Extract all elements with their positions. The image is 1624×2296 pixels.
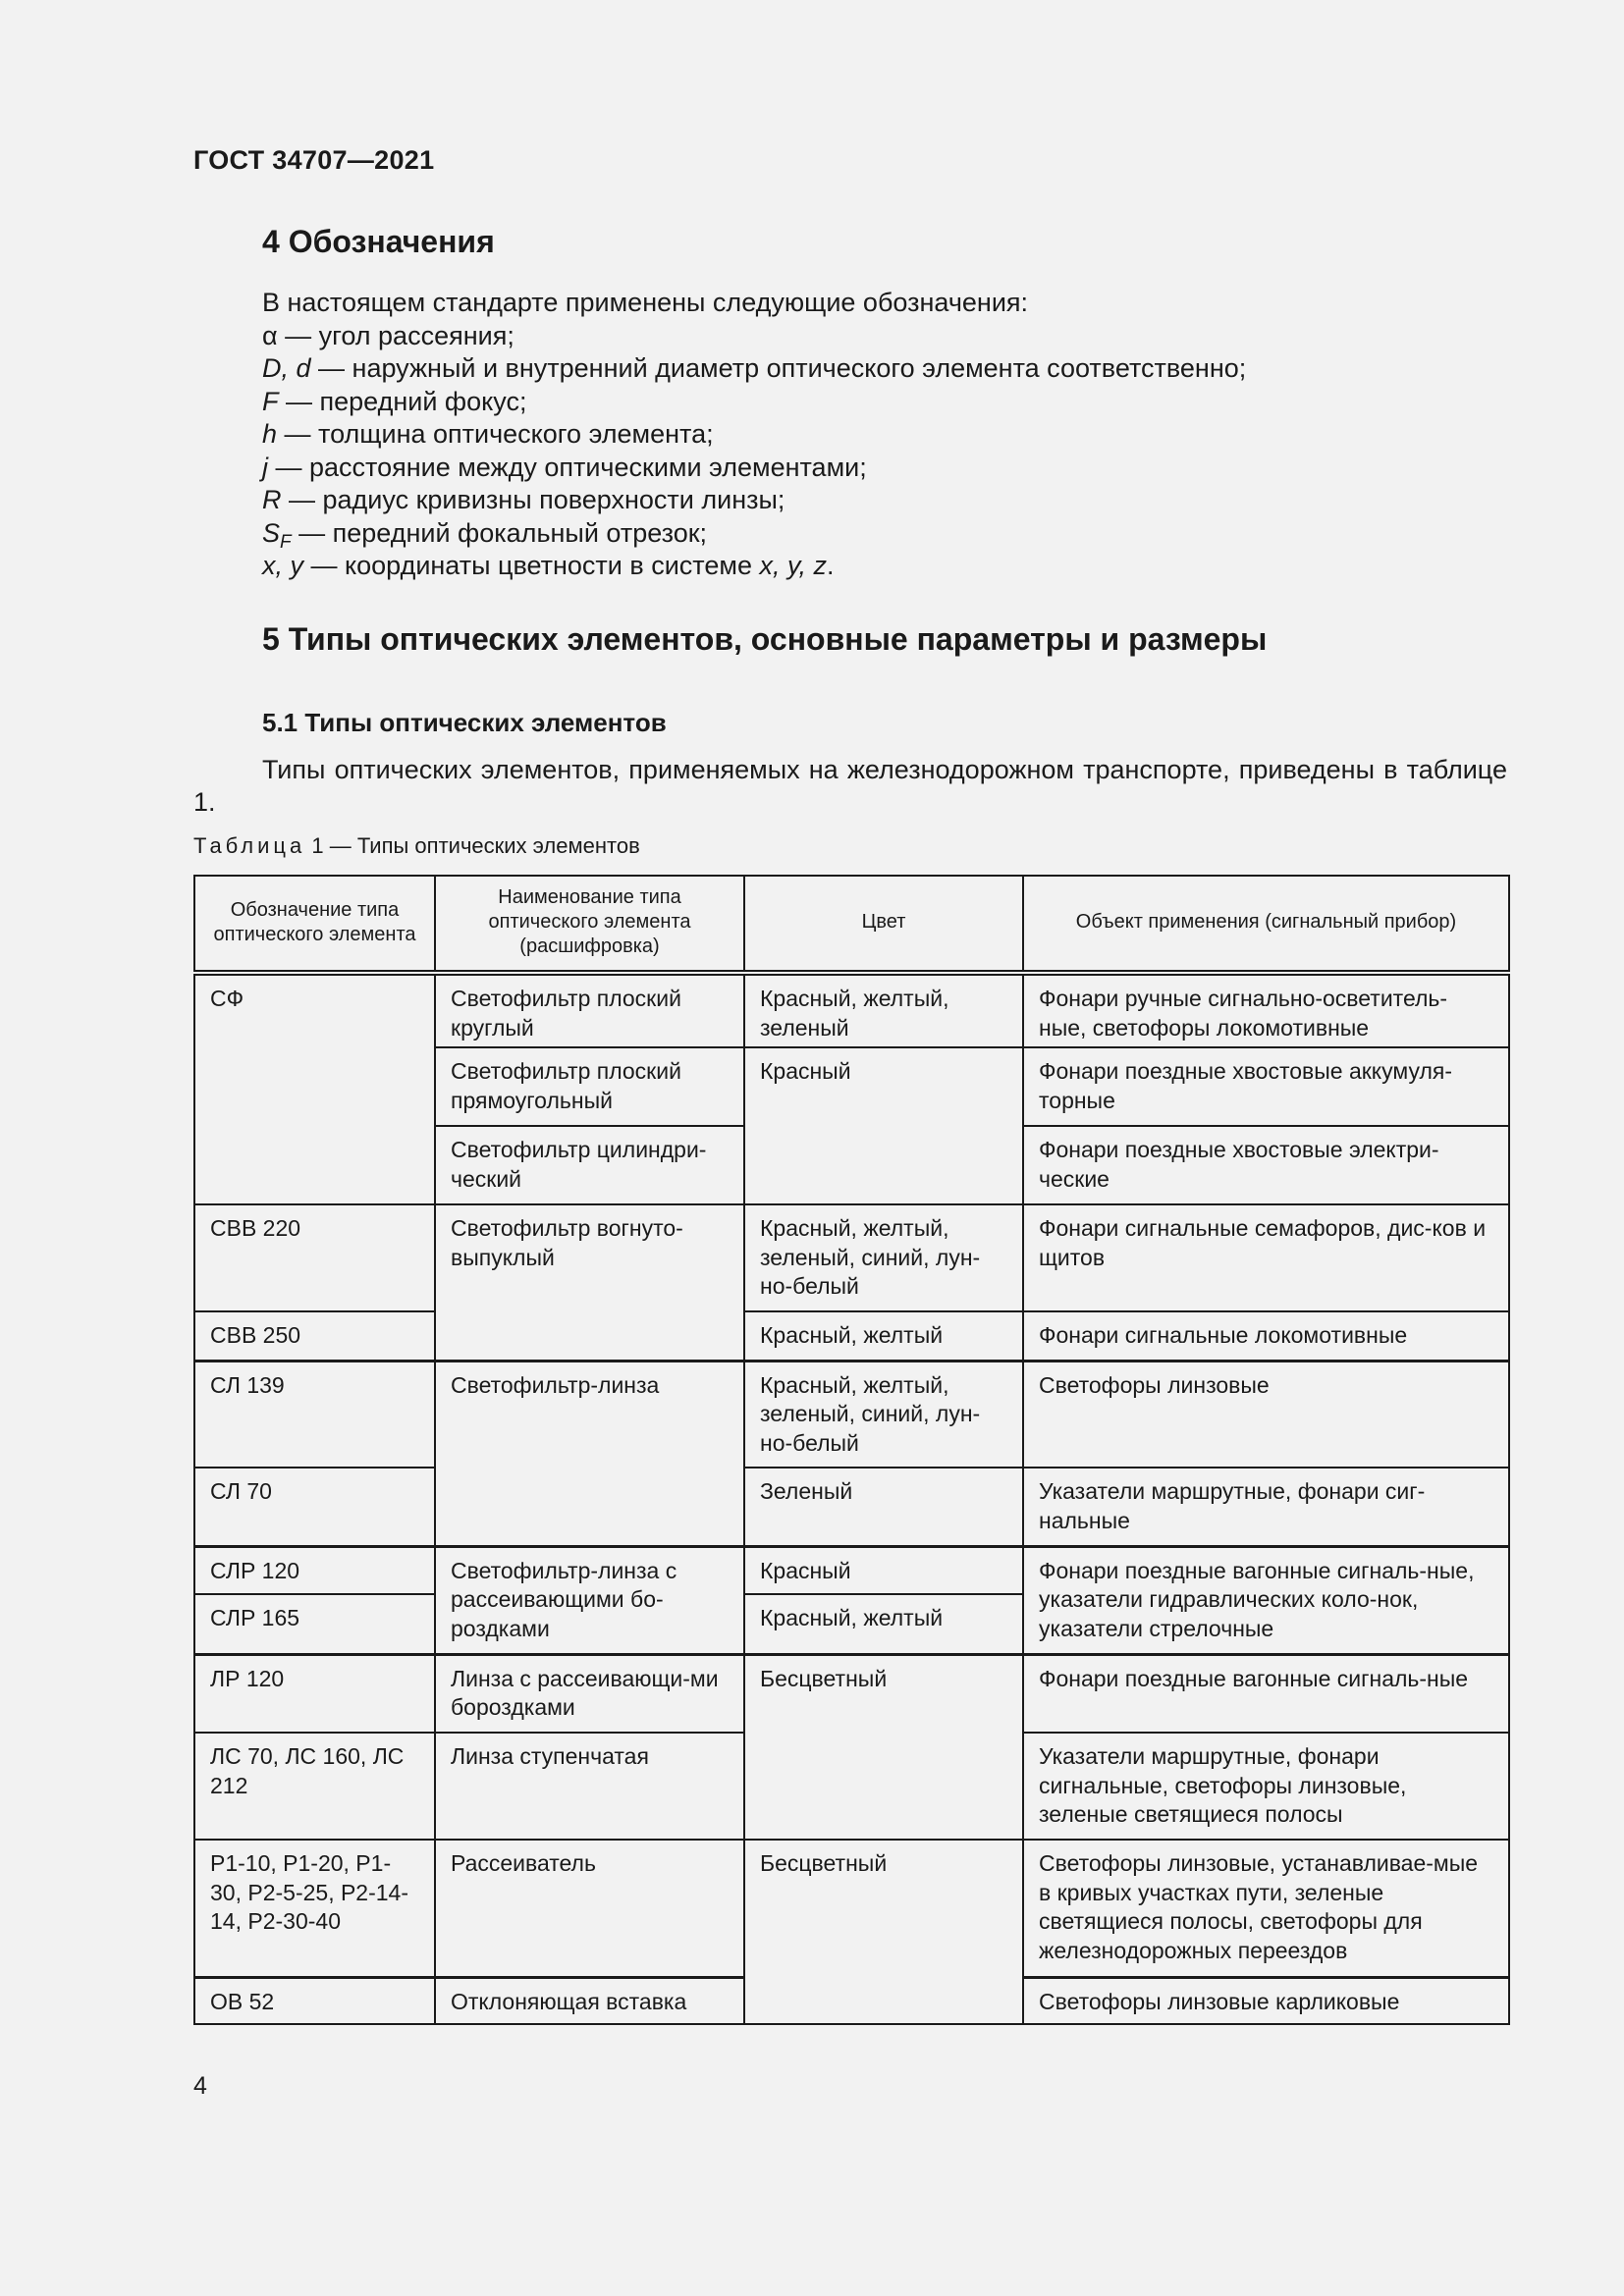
cell-code: Р1-10, Р1-20, Р1-30, Р2-5-25, Р2-14-14, Р2-30-40 — [194, 1840, 435, 1977]
header-name: Наименование типа оптического элемента (расшифровка) — [435, 876, 744, 973]
cell-application: Фонари ручные сигнально-осветитель-ные, светофоры локомотивные — [1023, 973, 1509, 1047]
cell-application: Светофоры линзовые — [1023, 1361, 1509, 1468]
cell-name: Светофильтр цилиндри-ческий — [435, 1126, 744, 1204]
cell-color: Красный, желтый, зеленый, синий, лун-но-белый — [744, 1361, 1023, 1468]
cell-code: ЛР 120 — [194, 1654, 435, 1733]
cell-color: Красный, желтый — [744, 1594, 1023, 1654]
cell-code: СВВ 220 — [194, 1204, 435, 1311]
table-row — [194, 1840, 1509, 1977]
section-5-title: 5 Типы оптических элементов, основные параметры и размеры — [262, 621, 1268, 657]
cell-name: Светофильтр плоский прямоугольный — [435, 1047, 744, 1126]
cell-application: Указатели маршрутные, фонари сиг-нальные — [1023, 1468, 1509, 1546]
cell-name: Светофильтр плоский круглый — [435, 973, 744, 1047]
cell-application: Светофоры линзовые карликовые — [1023, 1977, 1509, 2024]
notation-item: F — передний фокус; — [262, 386, 527, 416]
cell-application: Фонари сигнальные локомотивные — [1023, 1311, 1509, 1361]
cell-code: СЛР 165 — [194, 1594, 435, 1654]
cell-code: ЛС 70, ЛС 160, ЛС 212 — [194, 1733, 435, 1840]
optical-elements-table — [193, 875, 1510, 2025]
notation-item: $S_F$ — передний фокальный отрезок; — [262, 517, 708, 553]
notation-list — [262, 287, 1246, 583]
cell-code: СЛ 70 — [194, 1468, 435, 1546]
notation-item: D, d — наружный и внутренний диаметр оптического элемента соответственно; — [262, 353, 1247, 383]
cell-application: Светофоры линзовые, устанавливае-мые в кривых участках пути, зеленые светящиеся полосы, светофоры для железнодорожных переездов — [1023, 1840, 1509, 1977]
cell-code: СЛ 139 — [194, 1361, 435, 1468]
table-row — [194, 1204, 1509, 1311]
cell-color: Красный, желтый — [744, 1311, 1023, 1361]
cell-color: Красный, желтый, зеленый, синий, лун-но-белый — [744, 1204, 1023, 1311]
cell-name: Светофильтр-линза с рассеивающими бо-роздками — [435, 1546, 744, 1654]
notation-item: x, y — координаты цветности в системе x, y, z. — [262, 551, 835, 580]
cell-name: Линза с рассеивающи-ми бороздками — [435, 1654, 744, 1733]
cell-application: Фонари сигнальные семафоров, дис-ков и щитов — [1023, 1204, 1509, 1311]
table-row — [194, 1311, 1509, 1361]
cell-application: Фонари поездные вагонные сигналь-ные — [1023, 1654, 1509, 1733]
page-number: 4 — [193, 2072, 207, 2100]
cell-code: СВВ 250 — [194, 1311, 435, 1361]
cell-color: Красный, желтый, зеленый — [744, 973, 1023, 1047]
cell-application: Фонари поездные вагонные сигналь-ные, указатели гидравлических коло-нок, указатели стрелочные — [1023, 1546, 1509, 1654]
table-row — [194, 973, 1509, 1047]
cell-application: Указатели маршрутные, фонари сигнальные, светофоры линзовые, зеленые светящиеся полосы — [1023, 1733, 1509, 1840]
cell-code: СЛР 120 — [194, 1546, 435, 1594]
cell-name: Светофильтр вогнуто-выпуклый — [435, 1204, 744, 1361]
cell-name: Отклоняющая вставка — [435, 1977, 744, 2024]
section-4-title: 4 Обозначения — [262, 224, 495, 259]
cell-color: Бесцветный — [744, 1840, 1023, 2024]
notation-item: R — радиус кривизны поверхности линзы; — [262, 485, 785, 514]
header-application: Объект применения (сигнальный прибор) — [1023, 876, 1509, 973]
cell-application: Фонари поездные хвостовые аккумуля-торные — [1023, 1047, 1509, 1126]
document-id: ГОСТ 34707—2021 — [193, 145, 435, 175]
table-header-row — [194, 876, 1509, 973]
notation-item: j — расстояние между оптическими элементами; — [262, 452, 867, 482]
cell-color: Зеленый — [744, 1468, 1023, 1546]
header-designation: Обозначение типа оптического элемента — [194, 876, 435, 973]
table-caption: Таблица 1 — Типы оптических элементов — [193, 833, 640, 858]
cell-application: Фонари поездные хвостовые электри-ческие — [1023, 1126, 1509, 1204]
cell-name: Светофильтр-линза — [435, 1361, 744, 1546]
cell-name: Линза ступенчатая — [435, 1733, 744, 1840]
notation-intro: В настоящем стандарте применены следующие обозначения: — [262, 288, 1029, 317]
cell-code: СФ — [194, 973, 435, 1204]
cell-color: Красный — [744, 1047, 1023, 1204]
subsection-5-1-title: 5.1 Типы оптических элементов — [262, 708, 667, 737]
cell-name: Рассеиватель — [435, 1840, 744, 1977]
table-row — [194, 1546, 1509, 1594]
notation-item: α — угол рассеяния; — [262, 320, 514, 350]
header-color: Цвет — [744, 876, 1023, 973]
table-row — [194, 1468, 1509, 1546]
notation-item: h — толщина оптического элемента; — [262, 419, 714, 449]
cell-color: Бесцветный — [744, 1654, 1023, 1840]
cell-code: ОВ 52 — [194, 1977, 435, 2024]
table-row — [194, 1361, 1509, 1468]
table-row — [194, 1654, 1509, 1733]
section-5-1-paragraph: Типы оптических элементов, применяемых на железнодорожном транспорте, приведены в таблице 1. — [193, 755, 1507, 817]
cell-color: Красный — [744, 1546, 1023, 1594]
